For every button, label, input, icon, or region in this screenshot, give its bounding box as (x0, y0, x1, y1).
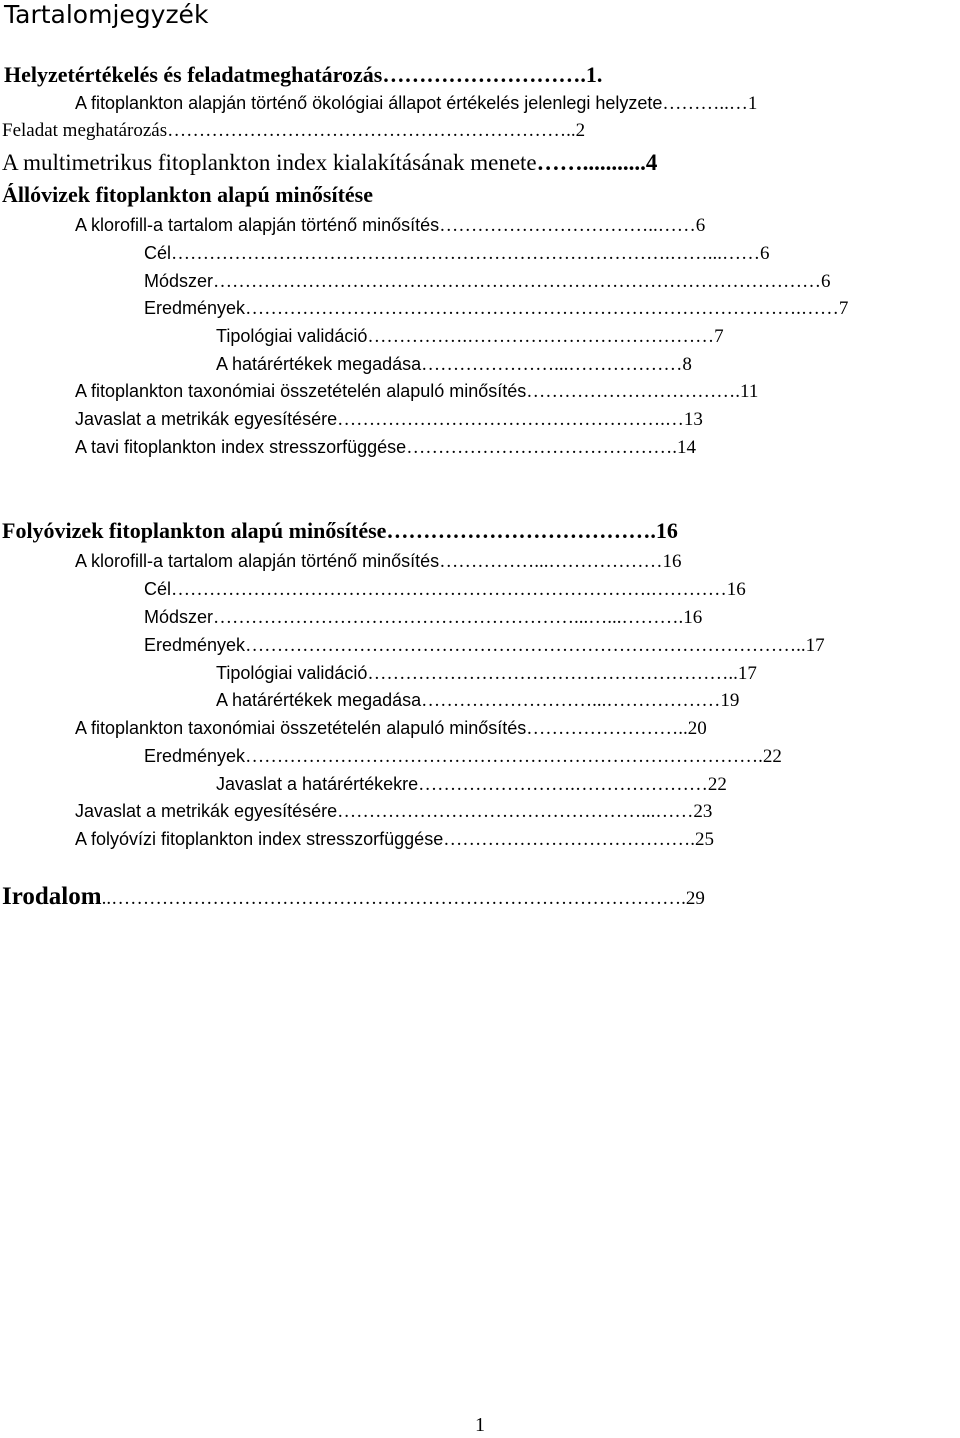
toc-entry[interactable] (4, 62, 940, 88)
toc-entry-page: 19 (720, 690, 740, 711)
toc-entry-leader: ……………………………. (526, 381, 741, 402)
toc-entry-title: Javaslat a határértékekre (216, 774, 419, 794)
toc-entry-title: Eredmények (144, 298, 246, 318)
toc-entry-page: 7 (838, 298, 849, 319)
toc-entry-leader: ……………………………………. (406, 437, 677, 458)
toc-entry-page: 16 (683, 607, 703, 628)
toc-entry-title: Módszer (144, 271, 214, 291)
toc-entry-page: 14 (676, 437, 696, 458)
toc-entry[interactable] (216, 662, 956, 685)
toc-entry-page: 23 (693, 801, 713, 822)
toc-entry-page: 8 (682, 354, 692, 375)
toc-entry-title: Folyóvizek fitoplankton alapú minősítése (2, 518, 387, 543)
toc-entry-title: A fitoplankton alapján történő ökológiai állapot értékelés jelenlegi helyzete (75, 93, 663, 113)
toc-entry-page: 17 (805, 635, 825, 656)
toc-entry[interactable] (75, 550, 955, 573)
toc-entry-title: Cél (144, 579, 172, 599)
toc-entry-leader: …………………………………………………...…...………. (213, 607, 684, 628)
toc-entry-title: A határértékek megadása (216, 690, 422, 710)
toc-entry[interactable] (216, 325, 946, 348)
toc-entry[interactable] (75, 717, 955, 740)
toc-entry-leader: ………………………...……………… (421, 690, 721, 711)
toc-entry-leader: ………………………………………………………………….………… (171, 579, 727, 600)
toc-heading: Tartalomjegyzék (4, 0, 209, 29)
toc-entry-leader: ………………………………. (386, 518, 656, 543)
toc-entry-leader: …………….………………………………… (367, 326, 715, 347)
toc-entry-title: A klorofill-a tartalom alapján történő minősítés (75, 215, 440, 235)
toc-entry-title: Irodalom (2, 883, 102, 910)
toc-entry[interactable] (216, 773, 956, 796)
toc-entry[interactable] (144, 297, 944, 320)
toc-entry-page: 11 (740, 381, 759, 402)
toc-entry-page: 6 (695, 215, 706, 236)
toc-entry[interactable] (144, 606, 954, 629)
toc-entry-leader: ……………...……………… (439, 551, 663, 572)
toc-entry[interactable] (75, 800, 955, 823)
toc-entry-title: Módszer (144, 607, 214, 627)
toc-entry[interactable] (216, 689, 956, 712)
toc-entry[interactable] (216, 353, 946, 376)
toc-entry[interactable] (2, 150, 938, 176)
toc-entry[interactable] (2, 518, 952, 544)
toc-entry-page: 6 (821, 271, 831, 292)
toc-entry-page: 25 (694, 829, 714, 850)
toc-entry-title: Javaslat a metrikák egyesítésére (75, 409, 338, 429)
toc-entry-page: 1 (747, 93, 758, 114)
toc-entry-title: Eredmények (144, 746, 246, 766)
toc-entry-leader: ……………………………………………………….. (167, 120, 576, 141)
toc-entry-leader: …………………….………………… (418, 774, 708, 795)
toc-entry-leader: ..………………………………………………………………………………. (101, 888, 686, 909)
toc-entry-page: 16 (662, 551, 682, 572)
toc-entry-leader: ……………………… (382, 62, 581, 87)
toc-entry-page: 20 (687, 718, 707, 739)
toc-entry[interactable] (75, 828, 955, 851)
toc-entry-page: 16 (726, 579, 746, 600)
toc-entry-leader: …………………………………………………………………………………… (213, 271, 822, 292)
toc-entry-page: 17 (737, 663, 757, 684)
toc-entry-leader: ……………………………..…… (439, 215, 696, 236)
toc-entry-title: A határértékek megadása (216, 354, 422, 374)
toc-entry-leader: …………………….. (526, 718, 688, 739)
toc-entry[interactable] (144, 270, 944, 293)
toc-entry-title: Helyzetértékelés és feladatmeghatározás (4, 62, 383, 87)
toc-entry-title: Tipológiai validáció (216, 326, 368, 346)
page-number: 1 (475, 1414, 485, 1436)
toc-entry-page: 22 (707, 774, 727, 795)
toc-entry-title: A tavi fitoplankton index stresszorfüggése (75, 437, 407, 457)
toc-entry-page: 13 (683, 409, 703, 430)
toc-entry[interactable] (2, 120, 938, 142)
toc-entry-leader: ………..… (662, 93, 748, 114)
toc-entry[interactable] (2, 182, 938, 208)
toc-entry-title: A folyóvízi fitoplankton index stresszorfüggése (75, 829, 444, 849)
toc-entry[interactable] (144, 634, 954, 657)
toc-entry-leader: …………………………………………………………………………….. (245, 635, 806, 656)
toc-entry[interactable] (144, 745, 954, 768)
toc-entry-page: .1. (580, 62, 603, 87)
toc-entry-page: 22 (762, 746, 782, 767)
toc-entry[interactable] (75, 92, 945, 115)
toc-entry-leader: …………………………………………………………………………….…… (245, 298, 839, 319)
toc-entry[interactable] (2, 882, 954, 914)
toc-entry-page: 6 (760, 243, 770, 264)
toc-entry-title: Eredmények (144, 635, 246, 655)
toc-entry-leader: …………………………………………….… (337, 409, 684, 430)
toc-entry-page: 4 (645, 150, 658, 175)
toc-entry-title: A fitoplankton taxonómiai összetételén alapuló minősítés (75, 718, 527, 738)
toc-entry-leader: …………………...……………… (421, 354, 683, 375)
toc-entry-page: 2 (575, 120, 586, 141)
toc-entry-page: 7 (714, 326, 724, 347)
toc-entry-page: 29 (685, 888, 705, 909)
toc-entry-leader: ………………………………………………………………………. (245, 746, 763, 767)
toc-entry-leader: ………………………………………………….. (367, 663, 738, 684)
toc-entry-title: Javaslat a metrikák egyesítésére (75, 801, 338, 821)
toc-entry-leader: …………………………………………………………………….……...…… (171, 243, 761, 264)
toc-entry-leader: …………………………………………...…… (337, 801, 694, 822)
toc-entry[interactable] (75, 214, 945, 237)
toc-entry-title: Állóvizek fitoplankton alapú minősítése (2, 182, 373, 207)
toc-entry-title: A multimetrikus fitoplankton index kialakításának menete (2, 150, 537, 175)
toc-entry[interactable] (75, 408, 945, 431)
toc-entry-title: A klorofill-a tartalom alapján történő minősítés (75, 551, 440, 571)
toc-entry[interactable] (75, 380, 945, 403)
toc-entry-title: Tipológiai validáció (216, 663, 368, 683)
toc-entry-page: 16 (655, 518, 678, 543)
toc-entry-title: Cél (144, 243, 172, 263)
toc-entry-title: A fitoplankton taxonómiai összetételén alapuló minősítés (75, 381, 527, 401)
toc-entry[interactable] (144, 242, 944, 265)
toc-entry-title: Feladat meghatározás (2, 120, 168, 141)
toc-entry-leader: ……........... (536, 150, 646, 175)
toc-entry[interactable] (144, 578, 954, 601)
toc-entry-leader: …………………………………. (443, 829, 695, 850)
toc-entry[interactable] (75, 436, 945, 459)
